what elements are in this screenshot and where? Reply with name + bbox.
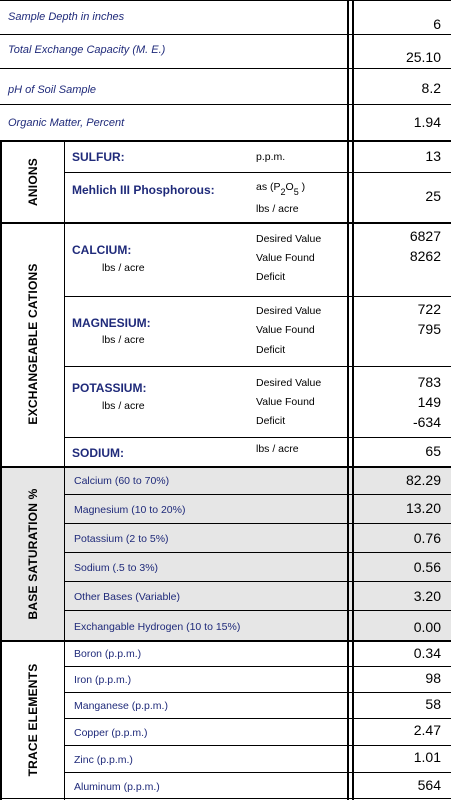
base-sat-label: Other Bases (Variable)	[74, 591, 181, 603]
phosphorous-unit-line2: lbs / acre	[256, 203, 299, 215]
calcium-unit: lbs / acre	[102, 262, 145, 274]
row-divider	[64, 552, 451, 553]
value-column-left-line	[347, 0, 349, 800]
trace-value: 564	[417, 777, 441, 793]
trace-label: Manganese (p.p.m.)	[74, 700, 168, 712]
row-divider	[64, 772, 451, 773]
calcium-deficit-label: Deficit	[256, 271, 286, 283]
calcium-name: CALCIUM:	[72, 243, 132, 257]
row-divider	[0, 34, 451, 35]
base-sat-value: 0.76	[413, 530, 441, 546]
trace-elements-section-label: TRACE ELEMENTS	[26, 663, 40, 777]
trace-value: 98	[425, 670, 441, 686]
row-divider	[0, 222, 451, 224]
section-divider-line	[64, 140, 65, 800]
exchange-capacity-label: Total Exchange Capacity (M. E.)	[8, 44, 166, 56]
trace-label: Boron (p.p.m.)	[74, 648, 142, 660]
row-divider	[64, 745, 451, 746]
magnesium-found-label: Value Found	[256, 324, 315, 336]
trace-label: Copper (p.p.m.)	[74, 727, 148, 739]
trace-label: Aluminum (p.p.m.)	[74, 781, 160, 793]
cations-section-label: EXCHANGEABLE CATIONS	[26, 263, 40, 425]
base-sat-value: 3.20	[413, 588, 441, 604]
ph-label: pH of Soil Sample	[8, 84, 97, 96]
magnesium-desired-value: 722	[417, 301, 441, 317]
potassium-deficit-label: Deficit	[256, 415, 286, 427]
magnesium-unit: lbs / acre	[102, 334, 145, 346]
sulfur-unit: p.p.m.	[256, 151, 286, 163]
row-divider	[64, 718, 451, 719]
potassium-found-label: Value Found	[256, 396, 315, 408]
base-sat-value: 0.56	[413, 559, 441, 575]
base-sat-label: Sodium (.5 to 3%)	[74, 562, 159, 574]
sodium-unit: lbs / acre	[256, 443, 299, 455]
sample-depth-label: Sample Depth in inches	[8, 11, 125, 23]
row-divider	[64, 581, 451, 582]
organic-matter-label: Organic Matter, Percent	[8, 117, 125, 129]
potassium-deficit-value: -634	[412, 414, 441, 430]
row-divider	[0, 640, 451, 642]
phosphorous-value: 25	[425, 188, 441, 204]
sodium-value: 65	[425, 443, 441, 459]
base-saturation-section-label: BASE SATURATION %	[26, 488, 40, 620]
exchange-capacity-value: 25.10	[405, 49, 441, 65]
row-divider	[0, 798, 451, 799]
calcium-found-label: Value Found	[256, 252, 315, 264]
potassium-desired-value: 783	[417, 374, 441, 390]
trace-label: Zinc (p.p.m.)	[74, 754, 133, 766]
row-divider	[0, 68, 451, 69]
value-column-right-line	[352, 0, 354, 800]
base-sat-value: 82.29	[405, 472, 441, 488]
trace-value: 58	[425, 696, 441, 712]
magnesium-name: MAGNESIUM:	[72, 316, 151, 330]
base-sat-value: 13.20	[405, 500, 441, 516]
calcium-found-value: 8262	[409, 248, 441, 264]
row-divider	[0, 104, 451, 105]
potassium-found-value: 149	[417, 394, 441, 410]
potassium-desired-label: Desired Value	[256, 377, 322, 389]
trace-value: 2.47	[413, 722, 441, 738]
trace-label: Iron (p.p.m.)	[74, 674, 132, 686]
organic-matter-value: 1.94	[413, 114, 441, 130]
trace-value: 1.01	[413, 749, 441, 765]
calcium-desired-label: Desired Value	[256, 233, 322, 245]
base-sat-label: Exchangable Hydrogen (10 to 15%)	[74, 621, 241, 633]
row-divider	[64, 692, 451, 693]
row-divider	[64, 494, 451, 495]
base-saturation-shade	[0, 466, 451, 640]
magnesium-desired-label: Desired Value	[256, 305, 322, 317]
ph-value: 8.2	[421, 80, 441, 96]
base-sat-label: Potassium (2 to 5%)	[74, 533, 169, 545]
row-divider	[64, 610, 451, 611]
sample-depth-value: 6	[433, 16, 441, 32]
sulfur-value: 13	[425, 148, 441, 164]
row-divider	[64, 172, 451, 173]
left-border	[0, 140, 2, 800]
row-divider	[64, 296, 451, 297]
magnesium-found-value: 795	[417, 321, 441, 337]
phosphorous-name: Mehlich III Phosphorous:	[72, 183, 215, 197]
anions-section-label: ANIONS	[26, 158, 40, 206]
row-divider	[0, 140, 451, 142]
magnesium-deficit-label: Deficit	[256, 344, 286, 356]
base-sat-label: Magnesium (10 to 20%)	[74, 504, 186, 516]
potassium-unit: lbs / acre	[102, 400, 145, 412]
row-divider	[0, 0, 451, 1]
base-sat-value: 0.00	[413, 619, 441, 635]
sodium-name: SODIUM:	[72, 446, 124, 460]
row-divider	[64, 523, 451, 524]
trace-value: 0.34	[413, 645, 441, 661]
calcium-desired-value: 6827	[409, 228, 441, 244]
row-divider	[64, 437, 451, 438]
row-divider	[0, 466, 451, 468]
base-sat-label: Calcium (60 to 70%)	[74, 475, 170, 487]
potassium-name: POTASSIUM:	[72, 381, 147, 395]
sulfur-name: SULFUR:	[72, 150, 125, 164]
phosphorous-unit: as (P2O5 )	[256, 181, 306, 197]
row-divider	[64, 666, 451, 667]
row-divider	[64, 366, 451, 367]
